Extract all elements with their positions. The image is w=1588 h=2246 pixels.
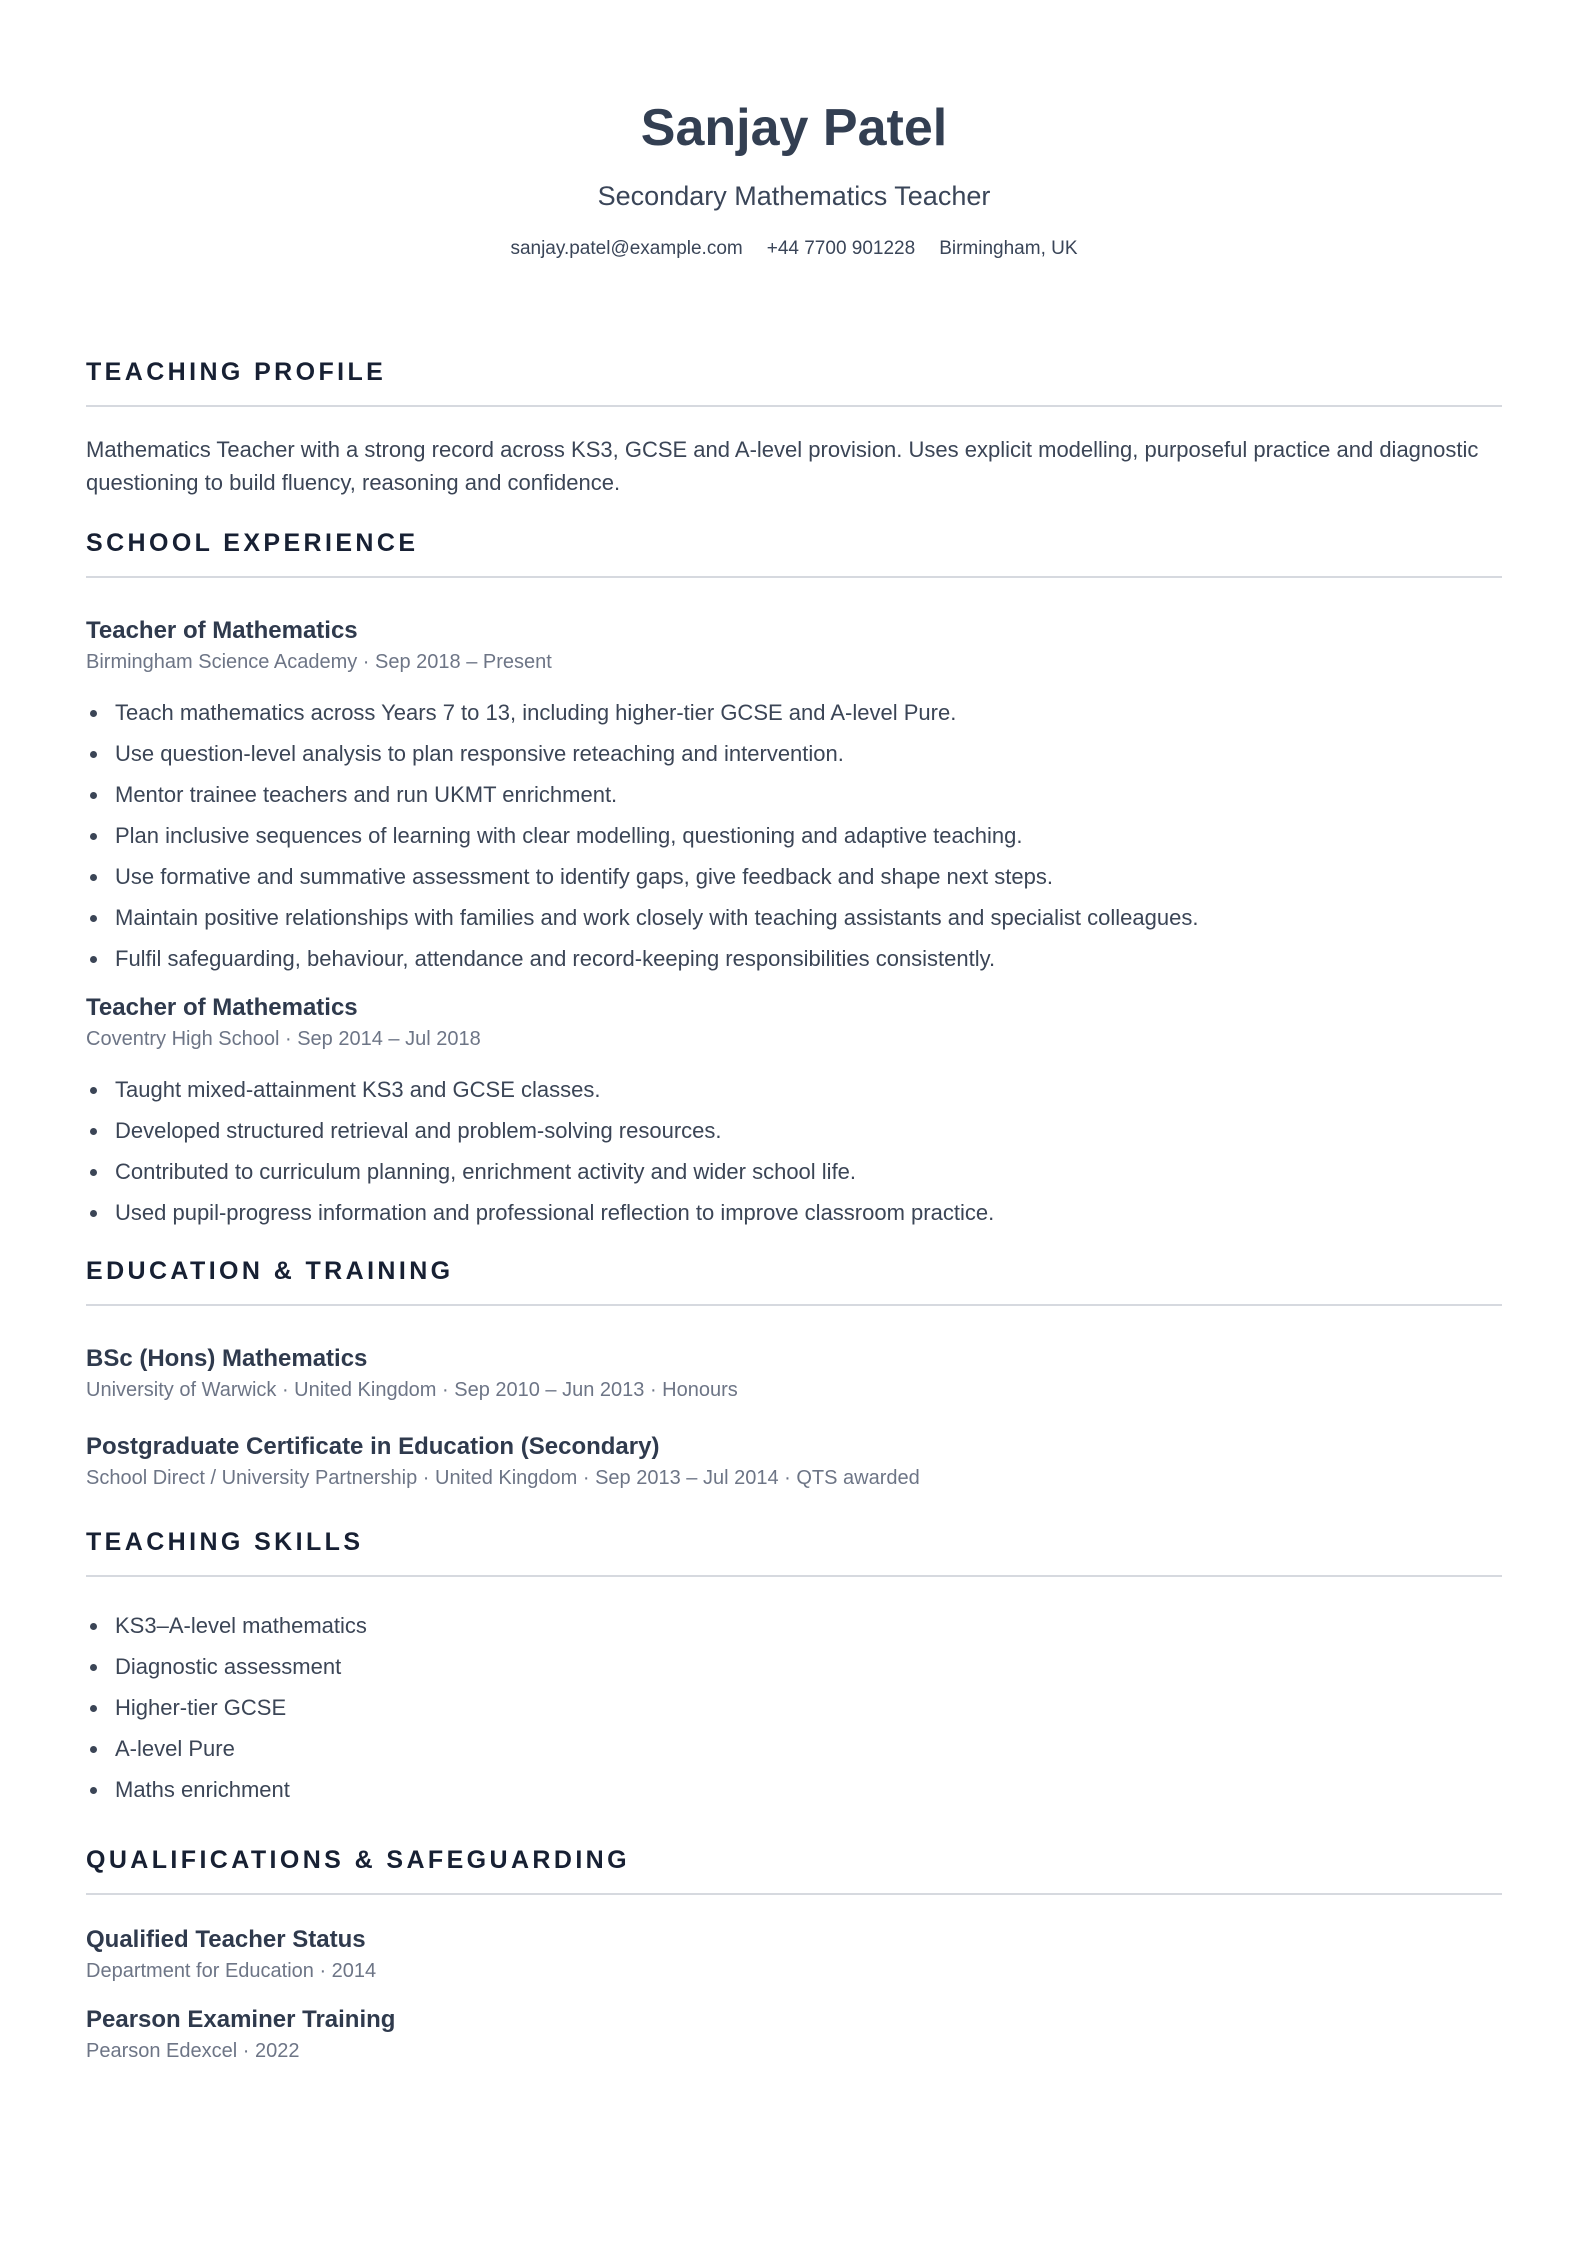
list-item: Taught mixed-attainment KS3 and GCSE classes.	[86, 1069, 1502, 1110]
list-item: Maintain positive relationships with families and work closely with teaching assistants and specialist colleagues.	[86, 897, 1502, 938]
resume-header	[86, 0, 1502, 262]
contact-location: Birmingham, UK	[939, 238, 1078, 259]
qualification-meta: Pearson Edexcel · 2022	[86, 2040, 300, 2062]
section-divider	[86, 1893, 1502, 1895]
section-divider	[86, 405, 1502, 407]
list-item: Contributed to curriculum planning, enrichment activity and wider school life.	[86, 1151, 1502, 1192]
section-title: EDUCATION & TRAINING	[86, 1257, 454, 1285]
job-entry	[86, 993, 1502, 1233]
contact-email: sanjay.patel@example.com	[510, 238, 743, 259]
section-title: TEACHING PROFILE	[86, 358, 387, 386]
list-item: Use question-level analysis to plan responsive reteaching and intervention.	[86, 733, 1502, 774]
job-bullets	[86, 1069, 1502, 1233]
list-item: Maths enrichment	[86, 1769, 1502, 1810]
job-bullets	[86, 692, 1502, 979]
list-item: Developed structured retrieval and problem-solving resources.	[86, 1110, 1502, 1151]
list-item: Diagnostic assessment	[86, 1646, 1502, 1687]
section-divider	[86, 576, 1502, 578]
list-item: Used pupil-progress information and professional reflection to improve classroom practice.	[86, 1192, 1502, 1233]
section-qualifications	[86, 1844, 1502, 2065]
section-divider	[86, 1575, 1502, 1577]
list-item: Use formative and summative assessment to identify gaps, give feedback and shape next steps.	[86, 856, 1502, 897]
section-school-experience	[86, 527, 1502, 1233]
education-entry	[86, 1344, 1502, 1404]
education-entry	[86, 1432, 1502, 1492]
list-item: KS3–A-level mathematics	[86, 1605, 1502, 1646]
section-title: QUALIFICATIONS & SAFEGUARDING	[86, 1846, 630, 1874]
section-teaching-profile	[86, 356, 1502, 499]
qualification-entry	[86, 2005, 1502, 2065]
job-meta: Coventry High School · Sep 2014 – Jul 2018	[86, 1028, 481, 1050]
list-item: Mentor trainee teachers and run UKMT enrichment.	[86, 774, 1502, 815]
education-meta: University of Warwick · United Kingdom · Sep 2010 – Jun 2013 · Honours	[86, 1379, 738, 1401]
education-meta: School Direct / University Partnership · United Kingdom · Sep 2013 – Jul 2014 · QTS awarded	[86, 1467, 920, 1489]
job-entry	[86, 616, 1502, 979]
contact-phone: +44 7700 901228	[766, 238, 916, 259]
candidate-role: Secondary Mathematics Teacher	[597, 181, 991, 211]
section-title: TEACHING SKILLS	[86, 1528, 364, 1556]
qualification-title: Pearson Examiner Training	[86, 2006, 396, 2033]
skills-list	[86, 1605, 1502, 1810]
job-meta: Birmingham Science Academy · Sep 2018 – Present	[86, 651, 552, 673]
list-item: A-level Pure	[86, 1728, 1502, 1769]
section-education	[86, 1255, 1502, 1492]
candidate-name: Sanjay Patel	[640, 99, 948, 157]
section-teaching-skills	[86, 1526, 1502, 1810]
list-item: Teach mathematics across Years 7 to 13, including higher-tier GCSE and A-level Pure.	[86, 692, 1502, 733]
education-title: BSc (Hons) Mathematics	[86, 1345, 368, 1372]
section-divider	[86, 1304, 1502, 1306]
profile-text: Mathematics Teacher with a strong record across KS3, GCSE and A-level provision. Uses explicit modelling, purposeful practice and diagnostic questioning to build fluency, reasoning and confidence.	[86, 437, 1479, 495]
section-title: SCHOOL EXPERIENCE	[86, 529, 419, 557]
qualification-entry	[86, 1925, 1502, 1985]
list-item: Fulfil safeguarding, behaviour, attendance and record-keeping responsibilities consistently.	[86, 938, 1502, 979]
qualification-title: Qualified Teacher Status	[86, 1926, 366, 1953]
job-title: Teacher of Mathematics	[86, 994, 358, 1021]
list-item: Plan inclusive sequences of learning with clear modelling, questioning and adaptive teaching.	[86, 815, 1502, 856]
job-title: Teacher of Mathematics	[86, 617, 358, 644]
education-title: Postgraduate Certificate in Education (Secondary)	[86, 1433, 660, 1460]
qualification-meta: Department for Education · 2014	[86, 1960, 377, 1982]
list-item: Higher-tier GCSE	[86, 1687, 1502, 1728]
contact-line	[86, 236, 1502, 262]
